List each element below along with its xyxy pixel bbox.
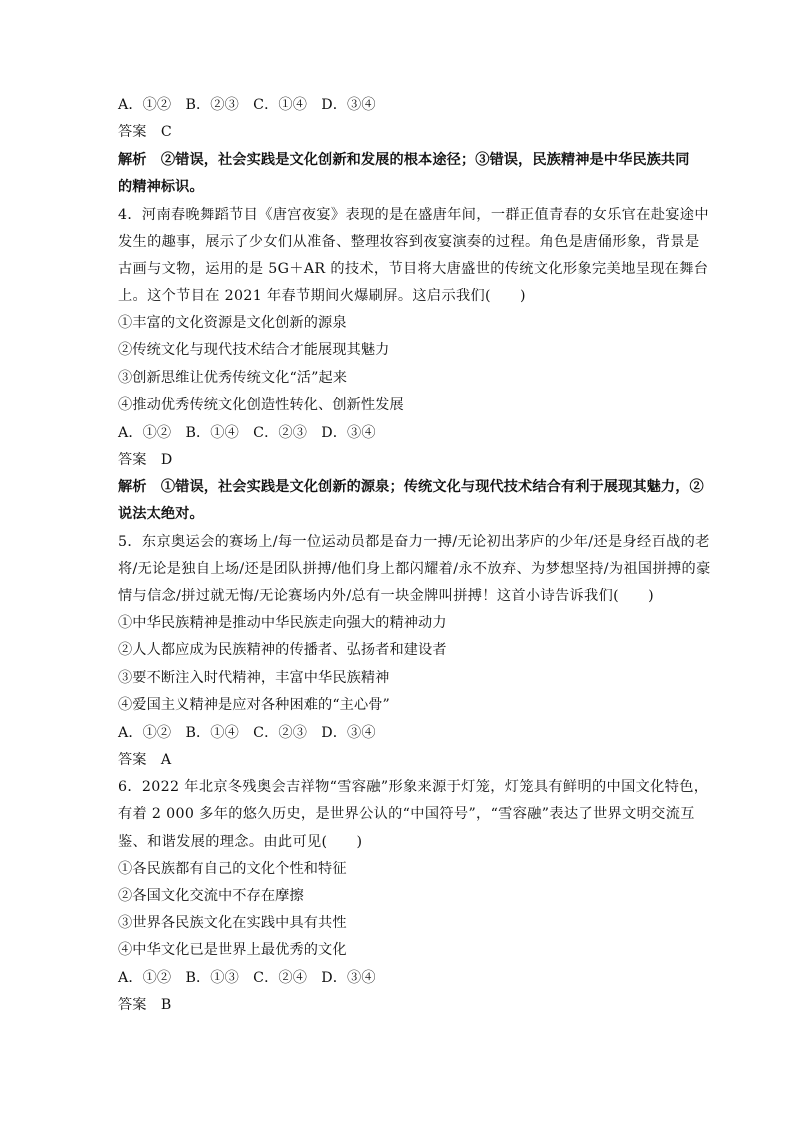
choice-item: ①丰富的文化资源是文化创新的源泉	[118, 315, 347, 331]
choice-item: ③创新思维让优秀传统文化“活”起来	[118, 370, 348, 386]
options-line: A．①② B．②③ C．①④ D．③④	[118, 97, 376, 113]
options-line: A．①② B．①④ C．②③ D．③④	[118, 425, 376, 441]
question-line: 6．2022 年北京冬残奥会吉祥物“雪容融”形象来源于灯笼，灯笼具有鲜明的中国文化特色，	[118, 779, 709, 795]
choice-item: ①中华民族精神是推动中华民族走向强大的精神动力	[118, 615, 447, 631]
choice-item: ④中华文化已是世界上最优秀的文化	[118, 942, 347, 958]
question-line: 鉴、和谐发展的理念。由此可见( )	[118, 834, 363, 850]
choice-item: ③世界各民族文化在实践中具有共性	[118, 915, 347, 931]
question-line: 古画与文物，运用的是 5G＋AR 的技术，节目将大唐盛世的传统文化形象完美地呈现在舞台	[118, 261, 709, 277]
choice-item: ②传统文化与现代技术结合才能展现其魅力	[118, 342, 390, 358]
choice-item: ③要不断注入时代精神，丰富中华民族精神	[118, 670, 390, 686]
answer-line: 答案 B	[118, 997, 172, 1013]
question-line: 5．东京奥运会的赛场上/每一位运动员都是奋力一搏/无论初出茅庐的少年/还是身经百战的老	[118, 534, 710, 550]
analysis-line: 解析 ①错误，社会实践是文化创新的源泉；传统文化与现代技术结合有利于展现其魅力，②	[118, 479, 704, 495]
analysis-line: 的精神标识。	[118, 179, 204, 195]
analysis-line: 解析 ②错误，社会实践是文化创新和发展的根本途径；③错误，民族精神是中华民族共同	[118, 152, 690, 168]
question-line: 4．河南春晚舞蹈节目《唐宫夜宴》表现的是在盛唐年间，一群正值青春的女乐官在赴宴途中	[118, 207, 709, 223]
choice-item: ②人人都应成为民族精神的传播者、弘扬者和建设者	[118, 642, 447, 658]
answer-line: 答案 A	[118, 752, 172, 768]
choice-item: ④推动优秀传统文化创造性转化、创新性发展	[118, 397, 404, 413]
answer-line: 答案 D	[118, 452, 173, 468]
answer-line: 答案 C	[118, 124, 172, 140]
choice-item: ④爱国主义精神是应对各种困难的“主心骨”	[118, 697, 390, 713]
question-line: 将/无论是独自上场/还是团队拼搏/他们身上都闪耀着/永不放弃、为梦想坚持/为祖国拼搏的豪	[118, 561, 711, 577]
question-line: 有着 2 000 多年的悠久历史，是世界公认的“中国符号”，“雪容融”表达了世界文明交流互	[118, 806, 695, 822]
question-line: 发生的趣事，展示了少女们从准备、整理妆容到夜宴演奏的过程。角色是唐俑形象，背景是	[118, 234, 700, 250]
choice-item: ①各民族都有自己的文化个性和特征	[118, 861, 347, 877]
options-line: A．①② B．①③ C．②④ D．③④	[118, 970, 376, 986]
analysis-line: 说法太绝对。	[118, 506, 204, 522]
question-line: 上。这个节目在 2021 年春节期间火爆刷屏。这启示我们( )	[118, 288, 526, 304]
choice-item: ②各国文化交流中不存在摩擦	[118, 888, 304, 904]
options-line: A．①② B．①④ C．②③ D．③④	[118, 725, 376, 741]
question-line: 情与信念/拼过就无悔/无论赛场内外/总有一块金牌叫拼搏！这首小诗告诉我们( )	[118, 588, 654, 604]
